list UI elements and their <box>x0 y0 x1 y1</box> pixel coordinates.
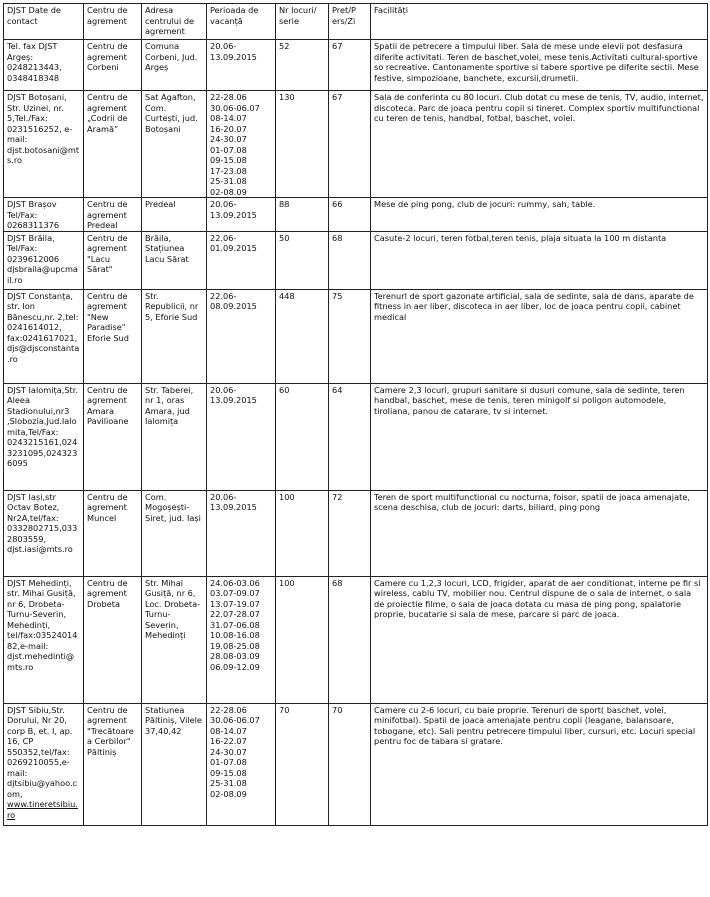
contact-cell <box>4 703 84 825</box>
seats-cell: 100 <box>276 576 329 703</box>
period-line: 25-31.08 <box>210 176 247 186</box>
seats-cell: 448 <box>276 289 329 383</box>
email-link[interactable]: djst.iasi@mts.ro <box>7 544 73 554</box>
center-cell: Centru de agrement Corbeni <box>84 40 142 91</box>
period-line: 22.07-28.07 <box>210 609 260 619</box>
header-center: Centru de agrement <box>84 4 142 40</box>
period-line: 25-31.08 <box>210 778 247 788</box>
header-contact: DJST Date de contact <box>4 4 84 40</box>
period-line: 16-20.07 <box>210 123 247 134</box>
seats-cell: 100 <box>276 490 329 576</box>
seats-cell: 130 <box>276 91 329 198</box>
contact-text: DJST Ialomița,Str. Aleea Stadionului,nr3 ,Slobozia,Jud.Ialomita,Tel/Fax: 0243215161,0243231095,0243236095 <box>7 384 78 468</box>
email-link[interactable]: djsbraila@upcmail.ro <box>7 264 78 285</box>
facilities-cell: Spatii de petrecere a timpului liber. Sala de mese unde elevii pot desfasura diferite activitati. Teren de baschet,volei, mese tenis.Activitati cultural-sportive so recreative. Cantonamente sportive si tabere sportive pe diferite sectii. Mese festive, simpozioane, banchete, excursii,drumetii. <box>371 40 708 91</box>
period-line: 31.07-06.08 <box>210 619 260 630</box>
facilities-cell: Sala de conferinta cu 80 locuri. Club dotat cu mese de tenis, TV, audio, internet, discoteca. Parc de joaca pentru copii si tineret. Complex sportiv multifunctional cu teren de tenis, handbal, fotbal, baschet, volei. <box>371 91 708 198</box>
email-link[interactable]: djst.botosani@mts.ro <box>7 144 80 165</box>
period-cell <box>207 289 276 383</box>
period-line: 02-08.09 <box>210 186 247 197</box>
period-line: 22.06- <box>210 232 237 243</box>
seats-cell: 60 <box>276 383 329 490</box>
period-line: 30.06-06.07 <box>210 715 260 725</box>
address-cell: Predeal <box>142 198 207 232</box>
price-cell: 72 <box>329 490 371 576</box>
address-cell: Brăila, Stațiunea Lacu Sărat <box>142 231 207 289</box>
center-cell: Centru de agrement "Trecătoarea Cerbilor" Păltiniș <box>84 703 142 825</box>
address-cell: Sat Agafton, Com. Curtești, jud. Botoșani <box>142 91 207 198</box>
facilities-cell: Camere cu 1,2,3 locuri, LCD, frigider, aparat de aer conditionat, interne pe fir si wireless, cablu TV, mobilier nou. Centrul dispune de o sala de internet, o sala de proiectie filme, o sala de joaca dotata cu masa de ping pong, spalatorie proprie, bucatarie si sala de mese, parcare si parc de joaca. <box>371 576 708 703</box>
period-line: 06.09-12.09 <box>210 661 260 672</box>
period-cell <box>207 703 276 825</box>
address-cell: Str. Republicii, nr 5, Eforie Sud <box>142 289 207 383</box>
address-cell: Com. Mogoșești-Siret, jud. Iași <box>142 490 207 576</box>
period-line: 20.06- <box>210 384 237 395</box>
period-line: 13.09.2015 <box>210 209 257 220</box>
period-line: 24.06-03.06 <box>210 577 260 588</box>
period-line: 08.09.2015 <box>210 301 257 311</box>
price-cell: 70 <box>329 703 371 825</box>
vacation-centers-table <box>3 3 708 826</box>
period-line: 30.06-06.07 <box>210 102 260 113</box>
table-row <box>4 576 708 703</box>
contact-cell <box>4 383 84 490</box>
table-row <box>4 490 708 576</box>
price-cell: 68 <box>329 576 371 703</box>
table-row <box>4 198 708 232</box>
contact-text: DJST Constanța, str. Ion Bănescu,nr. 2,tel: 0241614012, fax:0241617021,djs@djsconstanta.ro <box>7 290 80 364</box>
period-line: 13.09.2015 <box>210 395 257 405</box>
center-cell: Centru de agrement "Lacu Sărat" <box>84 231 142 289</box>
table-row <box>4 231 708 289</box>
contact-cell <box>4 576 84 703</box>
period-line: 20.06- <box>210 41 237 51</box>
address-cell: Str. Taberei, nr 1, oras Amara, jud Ialomița <box>142 383 207 490</box>
period-cell <box>207 383 276 490</box>
table-row <box>4 91 708 198</box>
header-period: Perioada de vacanță <box>207 4 276 40</box>
address-cell: Comuna Corbeni, Jud. Argeș <box>142 40 207 91</box>
table-row <box>4 40 708 91</box>
period-cell <box>207 490 276 576</box>
period-line: 03.07-09.07 <box>210 588 260 598</box>
period-line: 01-07.08 <box>210 757 247 767</box>
period-cell <box>207 198 276 232</box>
table-body <box>4 40 708 826</box>
contact-cell <box>4 231 84 289</box>
period-line: 28.08-03.09 <box>210 651 260 661</box>
table-row <box>4 289 708 383</box>
email-link[interactable]: djtsibiu@yahoo.com, <box>7 778 78 799</box>
contact-cell <box>4 198 84 232</box>
period-line: 24-30.07 <box>210 746 247 757</box>
contact-text: Tel. fax DJST Argeș: 0248213443, 0348418348 <box>7 41 62 83</box>
period-line: 13.09.2015 <box>210 51 257 62</box>
period-line: 24-30.07 <box>210 134 247 144</box>
period-line: 22-28.06 <box>210 704 247 715</box>
price-cell: 75 <box>329 289 371 383</box>
table-header <box>4 4 708 40</box>
address-cell: Str. Mihai Gusiță, nr 6, Loc. Drobeta-Turnu-Severin, Mehedinți <box>142 576 207 703</box>
period-cell <box>207 91 276 198</box>
contact-cell <box>4 490 84 576</box>
price-cell: 68 <box>329 231 371 289</box>
website-link[interactable]: www.tineretsibiu.ro <box>7 799 78 820</box>
header-row <box>4 4 708 40</box>
center-cell: Centru de agrement „Codrii de Aramă” <box>84 91 142 198</box>
center-cell: Centru de agrement Amara Pavilioane <box>84 383 142 490</box>
period-line: 22-28.06 <box>210 92 247 102</box>
header-price: Pret/P ers/Zi <box>329 4 371 40</box>
price-cell: 66 <box>329 198 371 232</box>
facilities-cell: Mese de ping pong, club de jocuri: rummy, sah, table. <box>371 198 708 232</box>
seats-cell: 52 <box>276 40 329 91</box>
center-cell: Centru de agrement Muncel <box>84 490 142 576</box>
period-line: 22.06- <box>210 290 237 301</box>
contact-text: DJST Sibiu,Str. Dorului, Nr 20, corp B, et. I, ap. 16, CP 550352,tel/fax: 0269210055,e-mail: <box>7 704 73 778</box>
period-line: 10.08-16.08 <box>210 630 260 640</box>
seats-cell: 50 <box>276 231 329 289</box>
center-cell: Centru de agrement Drobeta <box>84 576 142 703</box>
price-cell: 64 <box>329 383 371 490</box>
period-line: 16-22.07 <box>210 736 247 746</box>
contact-text: DJST Botoșani, Str. Uzinei, nr. 5,Tel./Fax: 0231516252, e-mail: <box>7 92 73 144</box>
email-link[interactable]: djst.mehedinti@mts.ro <box>7 651 75 672</box>
facilities-cell: Camere 2,3 locuri, grupuri sanitare si dusuri comune, sala de sedinte, teren handbal, baschet, mese de tenis, teren minigolf si poligon automodele, tiroliana, panou de catarare, tv si internet. <box>371 383 708 490</box>
contact-text: DJST Brăila, Tel/Fax: 0239612006 <box>7 232 60 264</box>
table-row <box>4 383 708 490</box>
center-cell: Centru de agrement "New Paradise" Eforie Sud <box>84 289 142 383</box>
period-line: 17-23.08 <box>210 165 247 176</box>
seats-cell: 88 <box>276 198 329 232</box>
contact-text: DJST Mehedinți, str. Mihai Gusiță, nr 6, Drobeta-Turnu-Severin, Mehedinți, tel/fax:0352401482,e-mail: <box>7 577 78 651</box>
period-line: 19.08-25.08 <box>210 640 260 651</box>
price-cell: 67 <box>329 40 371 91</box>
period-line: 20.06- <box>210 491 237 502</box>
period-line: 09-15.08 <box>210 767 247 778</box>
period-line: 08-14.07 <box>210 725 247 736</box>
center-cell: Centru de agrement Predeal <box>84 198 142 232</box>
facilities-cell: Terenurl de sport gazonate artificial, sala de sedinte, sala de dans, aparate de fitness in aer liber, discoteca in aer liber, loc de joaca pentru copii, cabinet medical <box>371 289 708 383</box>
period-line: 02-08.09 <box>210 788 247 799</box>
address-cell: Statiunea Păltiniș, Vilele 37,40,42 <box>142 703 207 825</box>
price-cell: 67 <box>329 91 371 198</box>
period-line: 01-07.08 <box>210 144 247 155</box>
period-line: 09-15.08 <box>210 155 247 165</box>
period-cell <box>207 40 276 91</box>
period-line: 08-14.07 <box>210 113 247 123</box>
header-seats: Nr locuri/ serie <box>276 4 329 40</box>
contact-text: DJST Iași,str Octav Botez, Nr2A,tel/fax: 0332802715,0332803559, <box>7 491 78 544</box>
facilities-cell: Camere cu 2-6 locuri, cu baie proprie. Terenuri de sport( baschet, volei, minifotbal). Spatii de joaca amenajate pentru copii (leagane, balansoare, tobogane, etc). Sali pentru petrecere timpului liber, cursuri, etc. Locuri special pentru foc de tabara si gratare. <box>371 703 708 825</box>
period-line: 13.09.2015 <box>210 502 257 512</box>
contact-text: DJST Brașov Tel/Fax: 0268311376 <box>7 199 60 230</box>
period-cell <box>207 576 276 703</box>
contact-cell <box>4 91 84 198</box>
period-cell <box>207 231 276 289</box>
header-facilities: Facilități <box>371 4 708 40</box>
period-line: 01.09.2015 <box>210 243 257 253</box>
contact-cell <box>4 289 84 383</box>
facilities-cell: Teren de sport multifunctional cu nocturna, foisor, spatii de joaca amenajate, scena deschisa, club de jocuri: darts, biliard, ping pong <box>371 490 708 576</box>
period-line: 20.06- <box>210 199 237 209</box>
header-address: Adresa centrului de agrement <box>142 4 207 40</box>
contact-cell <box>4 40 84 91</box>
facilities-cell: Casute-2 locuri, teren fotbal,teren tenis, plaja situata la 100 m distanta <box>371 231 708 289</box>
period-line: 13.07-19.07 <box>210 598 260 609</box>
seats-cell: 70 <box>276 703 329 825</box>
table-row <box>4 703 708 825</box>
